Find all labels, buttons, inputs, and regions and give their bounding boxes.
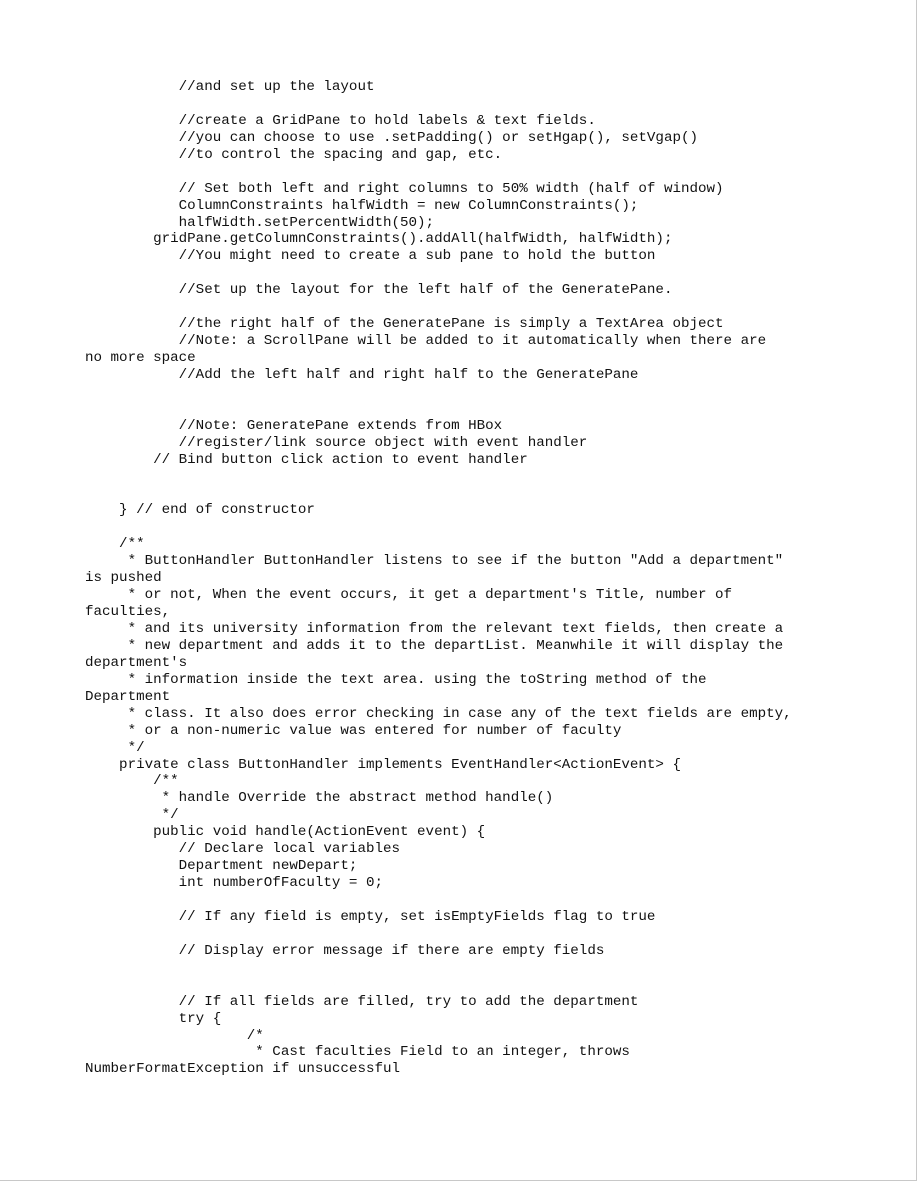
code-line: NumberFormatException if unsuccessful (85, 1061, 401, 1078)
code-line: //You might need to create a sub pane to hold the button (85, 248, 656, 265)
code-line: * Cast faculties Field to an integer, throws (85, 1044, 630, 1061)
code-line: // Display error message if there are empty fields (85, 942, 605, 959)
code-line (85, 977, 792, 994)
code-line: faculties, (85, 604, 171, 621)
code-line: * handle Override the abstract method handle() (85, 790, 554, 807)
code-line: //Note: a ScrollPane will be added to it automatically when there are (85, 333, 767, 350)
code-line (85, 960, 792, 977)
code-line: //the right half of the GeneratePane is simply a TextArea object (85, 316, 724, 333)
code-line: //register/link source object with event handler (85, 434, 588, 451)
code-line: // Set both left and right columns to 50% width (half of window) (85, 180, 724, 197)
code-line: * ButtonHandler ButtonHandler listens to see if the button "Add a department" (85, 553, 784, 570)
code-line (85, 265, 792, 282)
code-line (85, 96, 792, 113)
code-line: * or not, When the event occurs, it get a department's Title, number of (85, 587, 733, 604)
code-line: //Set up the layout for the left half of the GeneratePane. (85, 282, 673, 299)
code-line: ColumnConstraints halfWidth = new ColumnConstraints(); (85, 197, 639, 214)
code-line: //you can choose to use .setPadding() or setHgap(), setVgap() (85, 129, 698, 146)
code-line: /** (85, 536, 145, 553)
code-line (85, 892, 792, 909)
code-line: public void handle(ActionEvent event) { (85, 824, 486, 841)
code-line: //Note: GeneratePane extends from HBox (85, 417, 503, 434)
code-line: //and set up the layout (85, 79, 375, 95)
code-line: int numberOfFaculty = 0; (85, 875, 383, 892)
code-line: gridPane.getColumnConstraints().addAll(halfWidth, halfWidth); (85, 231, 673, 248)
code-line (85, 469, 792, 486)
code-line: * new department and adds it to the departList. Meanwhile it will display the (85, 637, 784, 654)
code-line: //to control the spacing and gap, etc. (85, 146, 503, 163)
code-line: */ (85, 739, 145, 756)
code-line: * information inside the text area. using the toString method of the (85, 671, 707, 688)
code-listing (85, 79, 792, 1078)
code-line: /** (85, 773, 179, 790)
code-line (85, 486, 792, 503)
code-line: //create a GridPane to hold labels & text fields. (85, 112, 596, 129)
code-line: is pushed (85, 570, 162, 587)
code-line (85, 519, 792, 536)
code-line: halfWidth.setPercentWidth(50); (85, 214, 435, 231)
code-line (85, 299, 792, 316)
code-line: * or a non-numeric value was entered for number of faculty (85, 722, 622, 739)
code-line: /* (85, 1027, 264, 1044)
code-line: Department (85, 688, 171, 705)
code-line: // If any field is empty, set isEmptyFields flag to true (85, 908, 656, 925)
code-line: no more space (85, 350, 196, 366)
code-line: // If all fields are filled, try to add the department (85, 993, 639, 1010)
code-line: private class ButtonHandler implements EventHandler<ActionEvent> { (85, 756, 681, 773)
code-line: //Add the left half and right half to the GeneratePane (85, 366, 639, 383)
code-line: // Bind button click action to event handler (85, 451, 528, 468)
code-line: department's (85, 654, 188, 671)
code-line (85, 164, 792, 181)
code-line: * and its university information from the relevant text fields, then create a (85, 621, 784, 637)
code-line: try { (85, 1010, 222, 1027)
code-line: */ (85, 807, 179, 824)
code-line: } // end of constructor (85, 502, 315, 519)
code-line (85, 926, 792, 943)
code-line: * class. It also does error checking in case any of the text fields are empty, (85, 705, 792, 722)
code-line: Department newDepart; (85, 858, 358, 875)
code-line: // Declare local variables (85, 841, 401, 858)
code-line (85, 401, 792, 418)
code-line (85, 384, 792, 401)
